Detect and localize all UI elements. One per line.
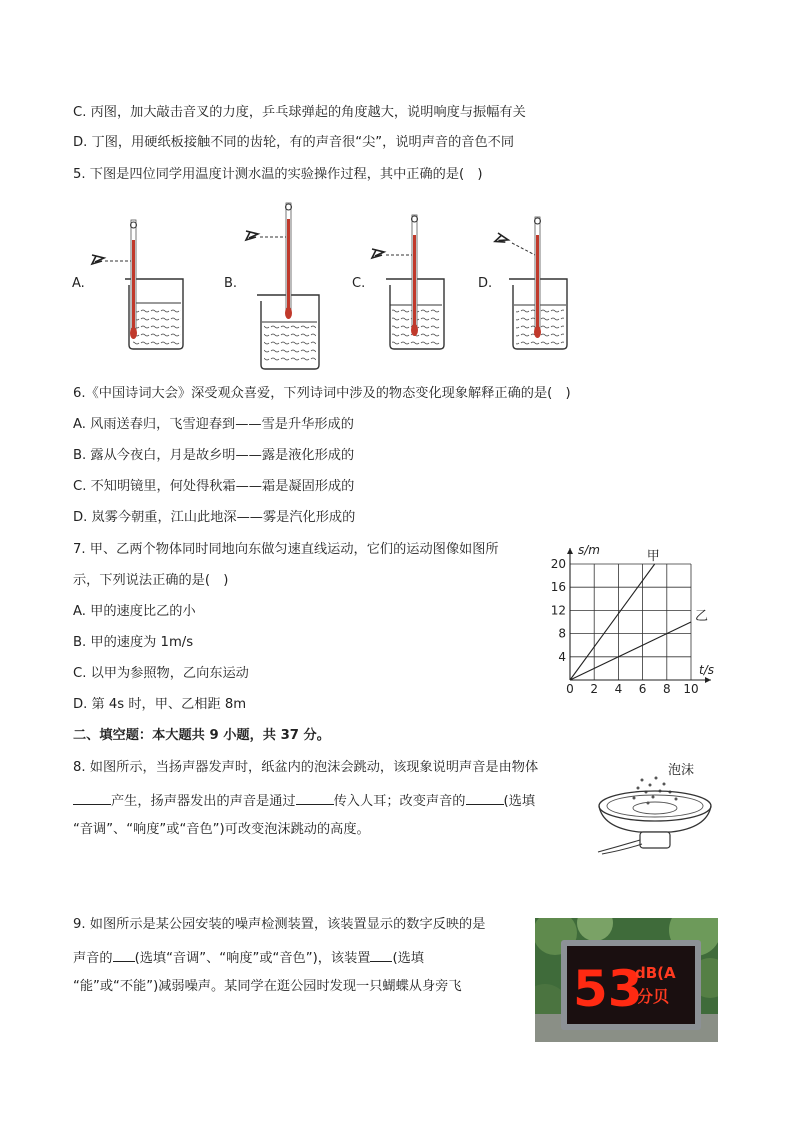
option-c-label: C. (352, 276, 366, 291)
q5-stem: 5. 下图是四位同学用温度计测水温的实验操作过程，其中正确的是( ) (73, 167, 483, 182)
y-tick-label: 16 (550, 580, 566, 595)
q6-option-b: B. 露从今夜白，月是故乡明——露是液化形成的 (73, 448, 355, 463)
q8-speaker-figure (590, 758, 730, 858)
q9-blank-2[interactable] (370, 947, 392, 962)
series-label-yi: 乙 (695, 609, 709, 624)
y-tick-label: 12 (550, 603, 566, 618)
option-a-beaker (72, 220, 183, 349)
series-line-yi (570, 622, 691, 680)
x-tick-label: 2 (590, 682, 599, 696)
q9-line2-part-c: (选填 (392, 951, 424, 966)
q8-line2-part-a: 产生，扬声器发出的声音是通过 (111, 794, 296, 809)
x-tick-label: 4 (614, 682, 623, 696)
x-tick-label: 8 (662, 682, 671, 696)
y-axis-arrow (567, 548, 573, 554)
q5-thermometer-figure (0, 195, 794, 375)
x-tick-label: 0 (566, 682, 574, 696)
section-2-heading: 二、填空题：本大题共 9 小题，共 37 分。 (73, 728, 330, 743)
foam-label: 泡沫 (668, 763, 695, 778)
x-tick-label: 6 (638, 682, 647, 696)
option-d-label: D. (478, 276, 493, 291)
option-b-beaker (224, 203, 319, 369)
q8-blank-2[interactable] (296, 790, 334, 805)
q8-line2 (73, 790, 535, 811)
q7-option-c: C. 以甲为参照物，乙向东运动 (73, 666, 249, 681)
q6-option-c: C. 不知明镜里，何处得秋霜——霜是凝固形成的 (73, 479, 355, 494)
q6-option-a: A. 风雨送春归，飞雪迎春到——雪是升华形成的 (73, 417, 354, 432)
q9-noise-monitor-photo (535, 918, 718, 1042)
q7-option-b: B. 甲的速度为 1m/s (73, 635, 194, 650)
series-label-jia: 甲 (646, 549, 660, 564)
q7-stem-line1: 7. 甲、乙两个物体同时同地向东做匀速直线运动，它们的运动图像如图所 (73, 542, 499, 557)
q4-option-c: C. 丙图，加大敲击音叉的力度，乒乓球弹起的角度越大，说明响度与振幅有关 (73, 105, 526, 120)
y-tick-label: 4 (558, 649, 566, 664)
noise-unit-db: dB(A (635, 964, 676, 982)
q8-blank-3[interactable] (466, 790, 504, 805)
q9-line2-part-b: (选填“音调”、“响度”或“音色”)，该装置 (134, 951, 371, 966)
x-tick-label: 10 (683, 682, 699, 696)
noise-unit-fenbei: 分贝 (637, 987, 670, 1006)
series-line-jia (570, 564, 655, 680)
q4-option-d: D. 丁图，用硬纸板接触不同的齿轮，有的声音很“尖”，说明声音的音色不同 (73, 135, 515, 150)
q9-line1: 9. 如图所示是某公园安装的噪声检测装置，该装置显示的数字反映的是 (73, 917, 486, 932)
q9-line2-part-a: 声音的 (73, 951, 113, 966)
y-axis-label: s/m (578, 543, 600, 557)
x-axis-label: t/s (699, 663, 714, 677)
q6-option-d: D. 岚雾今朝重，江山此地深——雾是汽化形成的 (73, 510, 356, 525)
x-axis-arrow (705, 677, 711, 683)
option-a-label: A. (72, 276, 85, 291)
q8-line2-part-b: 传入人耳；改变声音的 (333, 794, 466, 809)
option-d-beaker (478, 217, 567, 349)
q8-line3: “音调”、“响度”或“音色”)可改变泡沫跳动的高度。 (73, 822, 370, 837)
q9-line2 (73, 947, 424, 968)
y-tick-label: 8 (558, 626, 566, 641)
option-b-label: B. (224, 276, 238, 291)
q8-blank-1[interactable] (73, 790, 111, 805)
y-tick-label: 20 (550, 557, 566, 571)
q9-blank-1[interactable] (113, 947, 135, 962)
option-c-beaker (352, 215, 444, 349)
q7-st-graph (545, 538, 725, 698)
q7-option-a: A. 甲的速度比乙的小 (73, 604, 196, 619)
noise-value-display: 53 (573, 960, 643, 1018)
q8-line2-part-c: (选填 (503, 794, 536, 809)
q7-stem-line2: 示，下列说法正确的是( ) (73, 573, 229, 588)
q8-line1: 8. 如图所示，当扬声器发声时，纸盆内的泡沫会跳动，该现象说明声音是由物体 (73, 760, 539, 775)
q9-line3: “能”或“不能”)减弱噪声。某同学在逛公园时发现一只蝴蝶从身旁飞 (73, 979, 462, 994)
q7-option-d: D. 第 4s 时，甲、乙相距 8m (73, 697, 247, 712)
q6-stem: 6.《中国诗词大会》深受观众喜爱，下列诗词中涉及的物态变化现象解释正确的是( ) (73, 386, 571, 401)
